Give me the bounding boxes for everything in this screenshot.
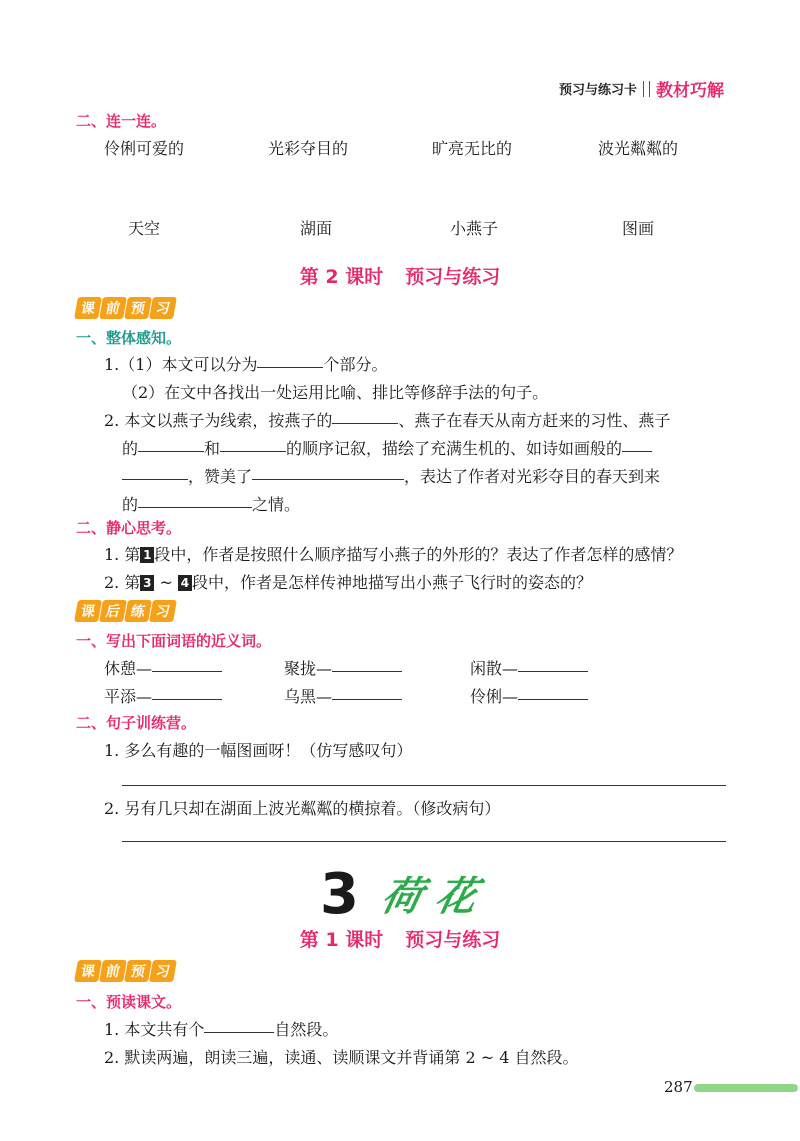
section-title-sentences: 二、句子训练营。 [76, 714, 197, 732]
question-line: 的 和 的顺序记叙，描绘了充满生机的、如诗如画般的 [122, 436, 652, 459]
lesson-heading [0, 925, 800, 952]
paragraph-number-box: 3 [140, 575, 154, 591]
question-line: 2. 默读两遍，朗读三遍，读通、读顺课文并背诵第 2 ~ 4 自然段。 [104, 1048, 579, 1067]
match-top-word: 伶俐可爱的 [104, 139, 185, 158]
pre-class-badge [76, 295, 176, 321]
lesson-number: 第 2 课时 [299, 266, 384, 288]
section-title-preread: 一、预读课文。 [76, 993, 182, 1011]
lesson-heading [0, 262, 800, 289]
badge-char: 习 [149, 600, 177, 622]
match-bottom-word: 湖面 [300, 219, 333, 238]
match-bottom-word: 天空 [128, 219, 161, 238]
match-top-word: 旷亮无比的 [432, 139, 513, 158]
page-number-bar [694, 1084, 798, 1092]
question-line: 2. 本文以燕子为线索，按燕子的 、燕子在春天从南方赶来的习性、燕子 [104, 411, 671, 430]
section-title-synonyms: 一、写出下面词语的近义词。 [76, 632, 272, 650]
match-top-word: 波光粼粼的 [598, 139, 679, 158]
badge-char: 后 [99, 600, 127, 622]
question-line: 1. 第 1 段中，作者是按照什么顺序描写小燕子的外形的？表达了作者怎样的感情？ [104, 545, 683, 564]
badge-char: 习 [149, 960, 177, 982]
section-title-think: 二、静心思考。 [76, 519, 182, 537]
header-brand: 教材巧解 [656, 81, 724, 101]
answer-line [122, 784, 726, 786]
synonym-item: 乌黑— [284, 684, 402, 707]
section-title-match: 二、连一连。 [76, 112, 167, 130]
paragraph-number-box: 1 [140, 547, 154, 563]
page-number: 287 [664, 1078, 693, 1096]
match-top-word: 光彩夺目的 [268, 139, 349, 158]
badge-char: 课 [74, 960, 102, 982]
header-divider [643, 81, 650, 97]
header-label: 预习与练习卡 [558, 83, 637, 98]
pre-class-badge [76, 958, 176, 984]
badge-char: 预 [124, 960, 152, 982]
synonym-item: 平添— [104, 684, 222, 707]
answer-line [122, 840, 726, 842]
badge-char: 课 [74, 600, 102, 622]
match-bottom-word: 小燕子 [450, 219, 499, 238]
badge-char: 预 [124, 297, 152, 319]
badge-char: 前 [99, 960, 127, 982]
question-line: 1. 本文共有个 自然段。 [104, 1020, 339, 1039]
question-line: 的 之情。 [122, 495, 301, 514]
badge-char: 练 [124, 600, 152, 622]
match-bottom-word: 图画 [622, 219, 655, 238]
section-title-overall: 一、整体感知。 [76, 329, 182, 347]
lesson-name: 预习与练习 [405, 266, 501, 288]
question-line: （2）在文中各找出一处运用比喻、排比等修辞手法的句子。 [122, 383, 549, 402]
badge-char: 习 [149, 297, 177, 319]
synonym-item: 伶俐— [470, 684, 588, 707]
badge-char: 前 [99, 297, 127, 319]
question-line: 2. 第 3 ~ 4 段中，作者是怎样传神地描写出小燕子飞行时的姿态的？ [104, 573, 592, 592]
chapter-title: 荷花 [377, 874, 495, 920]
post-class-badge [76, 598, 176, 624]
synonym-item: 聚拢— [284, 656, 402, 679]
question-line: 1. 多么有趣的一幅图画呀！（仿写感叹句） [104, 741, 413, 760]
paragraph-number-box: 4 [178, 575, 192, 591]
badge-char: 课 [74, 297, 102, 319]
lesson-number: 第 1 课时 [299, 929, 384, 951]
question-line: 1.（1）本文可以分为 个部分。 [104, 355, 388, 374]
synonym-item: 休憩— [104, 656, 222, 679]
chapter-number: 3 [320, 862, 359, 927]
question-line: ，赞美了 ，表达了作者对光彩夺目的春天到来 [122, 464, 660, 487]
lesson-name: 预习与练习 [405, 929, 501, 951]
question-line: 2. 另有几只却在湖面上波光粼粼的横掠着。（修改病句） [104, 799, 501, 818]
synonym-item: 闲散— [470, 656, 588, 679]
page-header [559, 76, 724, 101]
